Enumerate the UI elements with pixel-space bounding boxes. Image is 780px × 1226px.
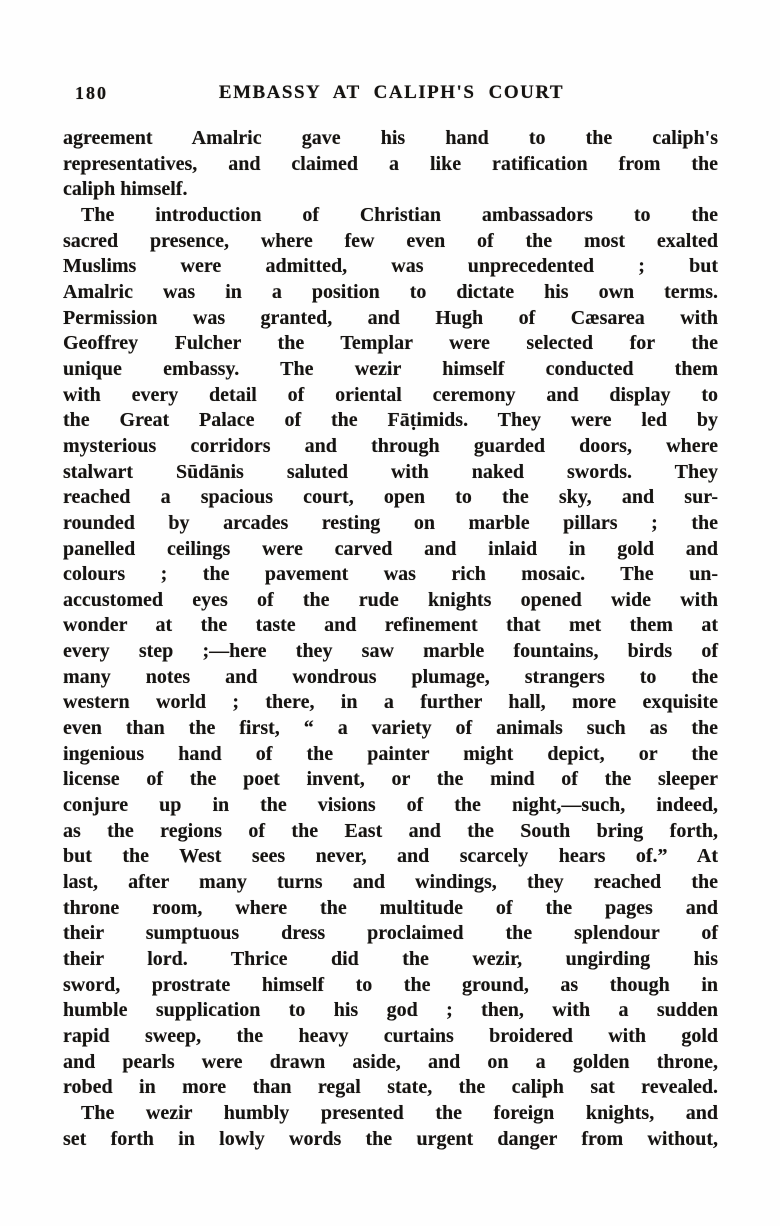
text-line: throne room, where the multitude of the pages and [63, 896, 718, 919]
text-line: Amalric was in a position to dictate his own terms. [63, 280, 718, 303]
text-line: sword, prostrate himself to the ground, as though in [63, 973, 718, 996]
text-line: The introduction of Christian ambassadors to the [81, 203, 718, 226]
text-line: conjure up in the visions of the night,—such, indeed, [63, 794, 718, 817]
text-line: robed in more than regal state, the caliph sat revealed. [63, 1076, 718, 1099]
text-line: rounded by arcades resting on marble pillars ; the [63, 511, 718, 534]
text-line: the Great Palace of the Fāṭimids. They were led by [63, 409, 718, 432]
text-line: mysterious corridors and through guarded doors, where [63, 434, 718, 457]
text-line: reached a spacious court, open to the sky, and sur- [63, 486, 718, 509]
text-block [63, 126, 718, 1152]
text-line: wonder at the taste and refinement that met them at [63, 614, 718, 637]
text-line: sacred presence, where few even of the most exalted [63, 229, 718, 252]
text-line: Permission was granted, and Hugh of Cæsarea with [63, 306, 718, 329]
text-line: unique embassy. The wezir himself conducted them [63, 357, 718, 380]
text-line: Muslims were admitted, was unprecedented ; but [63, 255, 718, 278]
text-line: stalwart Sūdānis saluted with naked swords. They [63, 460, 718, 483]
text-line: set forth in lowly words the urgent danger from without, [63, 1127, 718, 1150]
text-line: agreement Amalric gave his hand to the caliph's [63, 127, 718, 149]
text-line: but the West sees never, and scarcely hears of.” At [63, 845, 718, 868]
text-line: their sumptuous dress proclaimed the splendour of [63, 922, 718, 945]
text-line: and pearls were drawn aside, and on a golden throne, [63, 1050, 718, 1073]
text-line: panelled ceilings were carved and inlaid in gold and [63, 537, 718, 560]
text-line: caliph himself. [63, 178, 188, 201]
text-line: their lord. Thrice did the wezir, ungirding his [63, 948, 718, 970]
text-line: many notes and wondrous plumage, strangers to the [63, 665, 718, 688]
text-line: ingenious hand of the painter might depict, or the [63, 742, 718, 765]
text-line: accustomed eyes of the rude knights opened wide with [63, 588, 718, 611]
text-line: The wezir humbly presented the foreign knights, and [81, 1101, 718, 1124]
running-title: EMBASSY AT CALIPH'S COURT [218, 82, 565, 103]
text-line: western world ; there, in a further hall, more exquisite [63, 691, 718, 714]
page-number: 180 [75, 83, 108, 103]
text-line: last, after many turns and windings, they reached the [63, 871, 718, 894]
text-line: colours ; the pavement was rich mosaic. The un- [63, 563, 718, 586]
text-line: representatives, and claimed a like ratification from the [63, 152, 718, 175]
text-line: every step ;—here they saw marble fountains, birds of [63, 640, 718, 663]
text-line: as the regions of the East and the South bring forth, [63, 819, 718, 842]
page-header [63, 82, 720, 106]
text-line: rapid sweep, the heavy curtains broidered with gold [63, 1024, 718, 1047]
text-line: license of the poet invent, or the mind of the sleeper [63, 768, 718, 791]
text-line: Geoffrey Fulcher the Templar were selected for the [63, 332, 718, 355]
text-line: even than the first, “ a variety of animals such as the [63, 717, 718, 740]
text-line: humble supplication to his god ; then, with a sudden [63, 999, 718, 1022]
text-line: with every detail of oriental ceremony and display to [63, 383, 718, 406]
